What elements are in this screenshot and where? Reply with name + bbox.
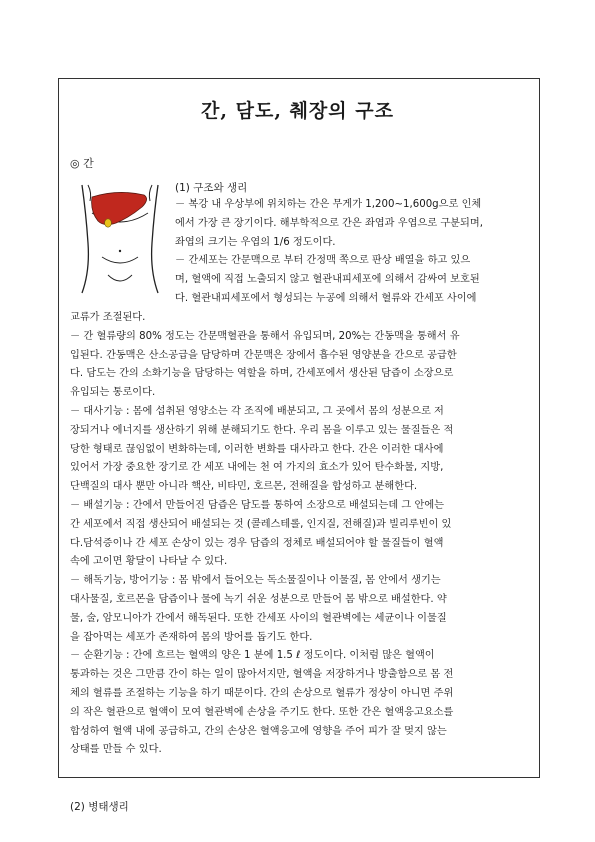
text-line: 며, 혈액에 직접 노출되지 않고 혈관내피세포에 의해서 감싸여 보호된 bbox=[175, 274, 480, 286]
text-line: 다. 혈관내피세포에서 형성되는 누공에 의해서 혈류와 간세포 사이에 bbox=[175, 292, 477, 304]
text-line: 입된다. 간동맥은 산소공급을 담당하며 간문맥은 장에서 흡수된 영양분을 간으로 공급한 bbox=[70, 349, 457, 361]
text-line: － 간 혈류량의 80% 정도는 간문맥혈관을 통해서 유입되며, 20%는 간동맥을 통해서 유 bbox=[70, 330, 460, 342]
text-line: － 순환기능 : 간에 흐르는 혈액의 양은 1 분에 1.5 ℓ 정도이다. 이처럼 많은 혈액이 bbox=[70, 650, 435, 662]
text-line: 간 세포에서 직접 생산되어 배설되는 것 (콜레스테롤, 인지질, 전해질)과 빌리루빈이 있 bbox=[70, 518, 452, 530]
text-line: － 간세포는 간문맥으로 부터 간정맥 쪽으로 판상 배열을 하고 있으 bbox=[175, 255, 471, 267]
text-line: 물, 술, 암모니아가 간에서 해독된다. 또한 간세포 사이의 혈관벽에는 세균이나 이물질 bbox=[70, 612, 447, 624]
section-heading-liver: ◎ 간 bbox=[70, 157, 94, 170]
text-line: 좌엽의 크기는 우엽의 1/6 정도이다. bbox=[175, 236, 336, 248]
text-line: 체의 혈류를 조절하는 기능을 하기 때문이다. 간의 손상으로 혈류가 정상이 아니면 주위 bbox=[70, 687, 454, 699]
text-line: 대사물질, 호르몬을 담즙이나 물에 녹기 쉬운 성분으로 만들어 몸 밖으로 배설한다. 약 bbox=[70, 593, 447, 605]
paragraph-wrapped-beside-figure bbox=[175, 196, 530, 309]
text-line: － 해독기능, 방어기능 : 몸 밖에서 들어오는 독소물질이나 이물질, 몸 안에서 생기는 bbox=[70, 575, 441, 587]
text-line: － 배설기능 : 간에서 만들어진 담즙은 담도를 통하여 소장으로 배설되는데 그 안에는 bbox=[70, 499, 444, 511]
text-line: 의 작은 혈관으로 혈액이 모여 혈관벽에 손상을 주기도 한다. 또한 간은 혈액응고요소를 bbox=[70, 706, 454, 718]
text-line: 합성하여 혈액 내에 공급하고, 간의 손상은 혈액응고에 영향을 주어 피가 잘 멎지 않는 bbox=[70, 725, 447, 737]
paragraph-body bbox=[70, 309, 530, 760]
text-line: 에서 가장 큰 장기이다. 해부학적으로 간은 좌엽과 우엽으로 구분되며, bbox=[175, 217, 483, 229]
text-line: － 대사기능 : 몸에 섭취된 영양소는 각 조직에 배분되고, 그 곳에서 몸의 성분으로 저 bbox=[70, 405, 444, 417]
text-line: 다.담석증이나 간 세포 손상이 있는 경우 담즙의 정체로 배설되어야 할 물질들이 혈액 bbox=[70, 537, 444, 549]
next-section-heading: (2) 병태생리 bbox=[70, 801, 129, 813]
text-line: 상태를 만들 수 있다. bbox=[70, 744, 162, 756]
text-line: 속에 고이면 황달이 나타날 수 있다. bbox=[70, 556, 228, 568]
liver-anatomy-illustration bbox=[78, 183, 162, 295]
text-line: 교류가 조절된다. bbox=[70, 312, 146, 323]
text-line: 다. 담도는 간의 소화기능을 담당하는 역할을 하며, 간세포에서 생산된 담즙이 소장으로 bbox=[70, 368, 454, 380]
text-line: 장되거나 에너지를 생산하기 위해 분해되기도 한다. 우리 몸을 이루고 있는 물질들은 적 bbox=[70, 424, 454, 436]
text-line: 당한 형태로 끊임없이 변화하는데, 이러한 변화를 대사라고 한다. 간은 이러한 대사에 bbox=[70, 443, 444, 455]
page-title: 간, 담도, 췌장의 구조 bbox=[201, 100, 394, 122]
text-line: 단백질의 대사 뿐만 아니라 핵산, 비타민, 호르몬, 전해질을 합성하고 분해한다. bbox=[70, 481, 418, 493]
text-line: 통과하는 것은 그만큼 간이 하는 일이 많아서지만, 혈액을 저장하거나 방출함으로 몸 전 bbox=[70, 669, 454, 681]
text-line: 유입되는 통로이다. bbox=[70, 387, 156, 399]
text-line: 있어서 가장 중요한 장기로 간 세포 내에는 천 여 가지의 효소가 있어 탄수화물, 지방, bbox=[70, 462, 444, 474]
text-line: － 복강 내 우상부에 위치하는 간은 무게가 1,200~1,600g으로 인체 bbox=[175, 199, 482, 210]
subheading-structure-physiology: (1) 구조와 생리 bbox=[175, 182, 248, 194]
text-line: 을 잡아먹는 세포가 존재하여 몸의 방어를 돕기도 한다. bbox=[70, 631, 313, 643]
